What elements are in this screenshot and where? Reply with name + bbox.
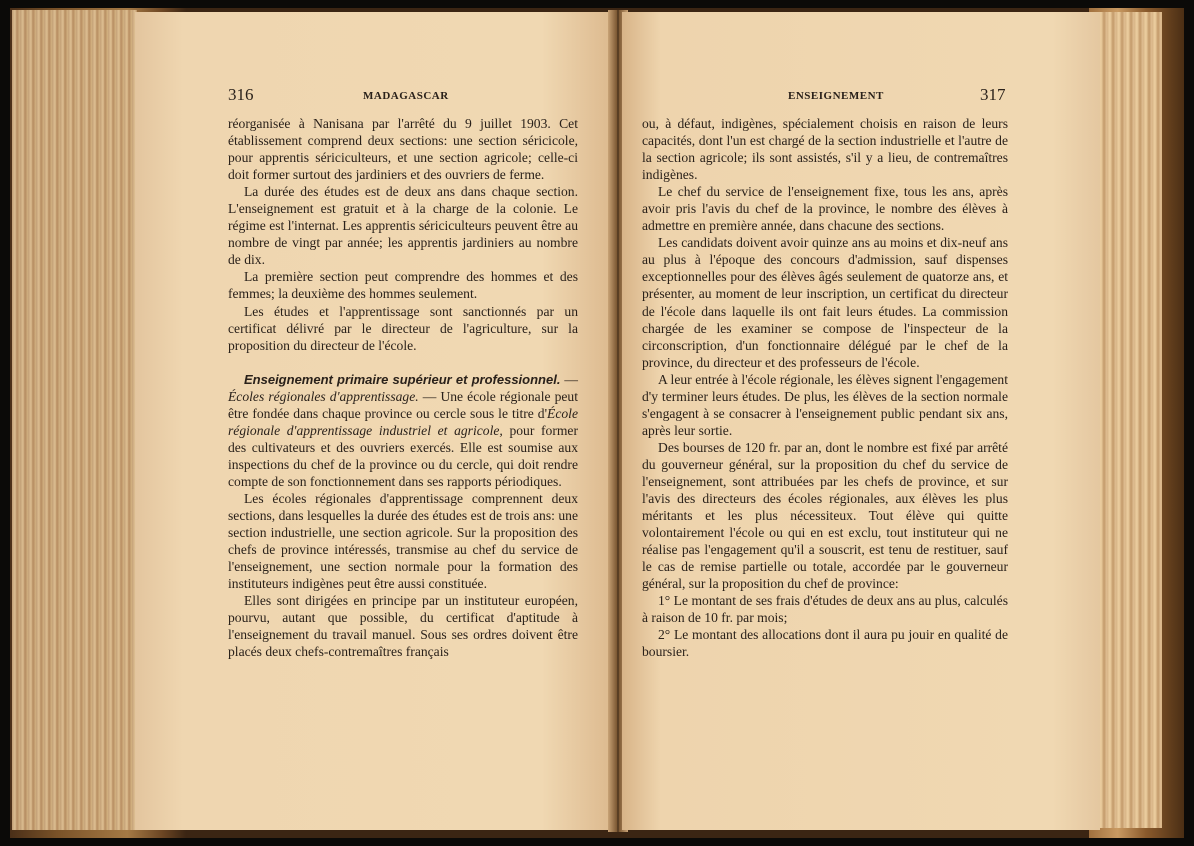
paragraph: A leur entrée à l'école régionale, les élèves signent l'engagement d'y terminer leurs études. De plus, les élèves de la section normale s'engagent à se consacrer à l'enseignement public pendant six ans, après leur sortie. — [642, 371, 1008, 438]
list-item: 2° Le montant des allocations dont il aura pu jouir en qualité de boursier. — [642, 627, 1008, 660]
paragraph: La première section peut comprendre des hommes et des femmes; la deuxième des hommes seulement. — [228, 269, 578, 302]
running-head: MADAGASCAR — [363, 90, 449, 102]
paragraph: La durée des études est de deux ans dans chaque section. L'enseignement est gratuit et à la charge de la colonie. Le régime est l'internat. Les apprentis sériciculteurs peuvent être au nombre de vingt par année; les apprentis jardiniers au nombre de dix. — [228, 184, 578, 268]
paragraph: Les études et l'apprentissage sont sanctionnés par un certificat délivré par le directeur de l'agriculture, sur la proposition du directeur de l'école. — [228, 303, 578, 353]
section-body: — Une école régionale peut être fondée dans chaque province ou cercle sous le titre d' — [228, 388, 578, 421]
paragraph: ou, à défaut, indigènes, spécialement choisis en raison de leurs capacités, dont l'un est chargé de la section industrielle et l'autre de la section agricole; ils sont assistés, s'il y a lieu, de contremaîtres indigènes. — [642, 116, 1008, 183]
section-dash: — — [564, 371, 578, 387]
left-page-edges — [12, 10, 137, 830]
list-item: 1° Le montant de ses frais d'études de deux ans au plus, calculés à raison de 10 fr. par mois; — [642, 593, 1008, 626]
page-number: 317 — [980, 85, 1006, 104]
paragraph: réorganisée à Nanisana par l'arrêté du 9 juillet 1903. Cet établissement comprend deux sections: une section séricicole, pour apprentis sériciculteurs, et une section agricole; celle-ci doit former surtout des jardiniers et des ouvriers de ferme. — [228, 116, 578, 183]
section-paragraph — [228, 371, 578, 490]
section-subheading: Écoles régionales d'apprentissage. — [228, 388, 419, 404]
paragraph: Le chef du service de l'enseignement fixe, tous les ans, après avoir pris l'avis du chef de la province, le nombre des élèves à admettre en première année, dans chacune des sections. — [642, 184, 1008, 234]
paragraph: Les écoles régionales d'apprentissage comprennent deux sections, dans lesquelles la durée des études est de trois ans: une section industrielle, une section agricole. Sur la proposition des chefs de province intéressés, transmise au chef du service de l'enseignement, une section normale pour la formation des instituteurs indigènes peut être aussi constituée. — [228, 490, 578, 592]
paragraph: Elles sont dirigées en principe par un instituteur européen, pourvu, autant que possible, du certificat d'aptitude à l'enseignement du travail manuel. Sous ses ordres doivent être placés deux chefs-contremaîtres français — [228, 593, 578, 660]
paragraph: Des bourses de 120 fr. par an, dont le nombre est fixé par arrêté du gouverneur général, sur la proposition du chef du service de l'enseignement, sont attribuées par les chefs de province, et sur l'avis des directeurs des écoles régionales, aux élèves les plus méritants et les plus nécessiteux. Tout élève qui quitte volontairement l'école ou qui en est exclu, tout instituteur qui ne réalise pas l'engagement qu'il a souscrit, est tenu de restituer, sauf le cas de remise partielle ou totale, accordée par le gouverneur général, sur la proposition du chef de province: — [642, 439, 1008, 592]
paragraph: Les candidats doivent avoir quinze ans au moins et dix-neuf ans au plus à l'époque des concours d'admission, sauf dispenses exceptionnelles pour des élèves âgés seulement de quatorze ans, et présenter, au moment de leur inscription, un certificat du directeur de l'école dans laquelle ils ont fait leurs études. La commission chargée de les examiner se compose de l'inspecteur de la circonscription, d'un fonctionnaire délégué par le chef de la province, du directeur et des professeurs de l'école. — [642, 235, 1008, 370]
right-page — [622, 12, 1100, 830]
running-head: ENSEIGNEMENT — [788, 90, 884, 102]
right-page-edges — [1098, 12, 1162, 828]
section-body-end: pour former des cultivateurs et des ouvriers exercés. Elle est soumise aux inspections du chef de la province ou du cercle, qui doit rendre compte de son fonctionnement dans ses rapports périodiques. — [228, 422, 578, 489]
section-heading: Enseignement primaire supérieur et professionnel. — [244, 371, 561, 387]
page-number: 316 — [228, 85, 254, 104]
right-page-body — [642, 115, 1008, 661]
school-title: École régionale d'apprentissage industriel et agricole, — [228, 405, 578, 438]
left-page — [135, 12, 613, 830]
left-page-body — [228, 115, 578, 660]
